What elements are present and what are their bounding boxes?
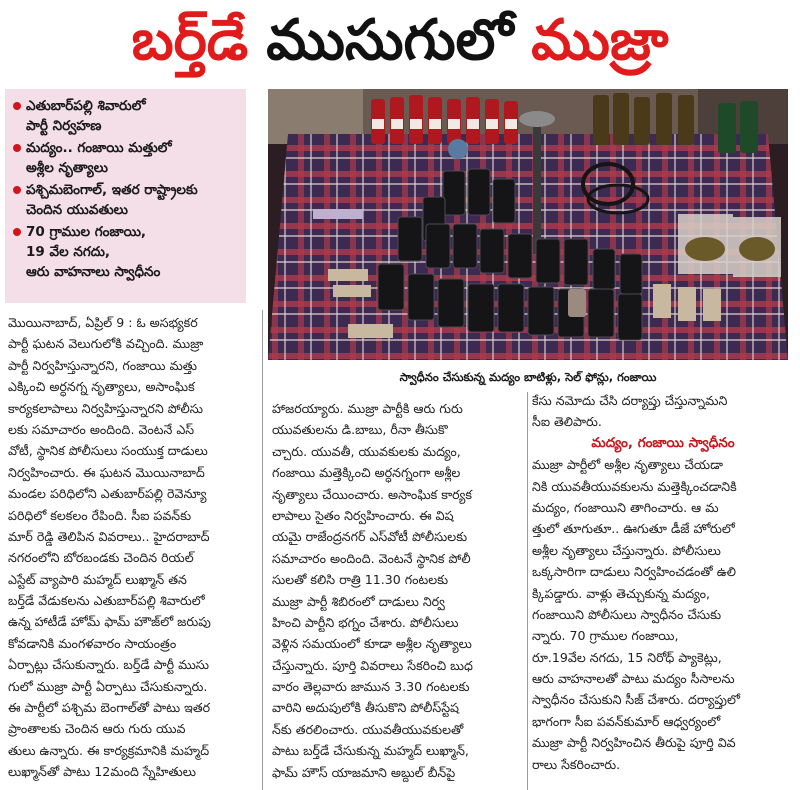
article-line: పాటు బర్త్‌డే చేసుకున్న మహ్మద్ లుఖ్మాన్, — [272, 743, 469, 759]
article-line: భాగంగా సీఐ పవన్‌కుమార్ ఆధ్వర్యంలో — [532, 713, 721, 729]
article-line: మండల పరిధిలోని ఎతుబార్‌పల్లి రెవెన్యూ — [8, 486, 207, 502]
article-line: గులో ముజ్రా పార్టీ ఏర్పాటు చేసుకున్నారు. — [8, 678, 208, 694]
article-line: లకు సమాచారం అందింది. వెంటనే ఎస్‌ — [8, 421, 195, 437]
article-line: ఉన్న హాటీడే హోమ్ ఫామ్ హౌజ్‌లో జరుపు — [8, 614, 211, 630]
highlight-line: ఎతుబార్‌పల్లి శివారులో — [26, 98, 146, 114]
seized-items-photo — [268, 89, 788, 360]
article-line: కార్యకలాపాలు నిర్వహిస్తున్నారని పోలీసు — [8, 400, 203, 416]
bullet-dot-icon — [13, 228, 21, 236]
highlight-line: మద్యం.. గంజాయి మత్తులో — [26, 140, 172, 156]
article-line: రాలు సేకరించారు. — [532, 756, 621, 772]
article-line: నృత్యాలు చేయించారు. అసాంఘిక కార్యక — [272, 486, 472, 502]
article-line: పార్టీ నిర్వహిస్తున్నారని, గంజాయి మత్తు — [8, 357, 197, 373]
section-subheading: మద్యం, గంజాయి స్వాధీనం — [591, 434, 735, 451]
article-line: మార్ రెడ్డి తెలిపిన వివరాలు.. హైదరాబాద్‌ — [8, 528, 210, 544]
article-line: ఎక్కించి అర్ధనగ్న నృత్యాలు, అసాంఘిక — [8, 379, 195, 395]
article-line: హాజరయ్యారు. ముజ్రా పార్టీకి ఆరు గురు — [272, 401, 463, 416]
article-line: యమై రాజేంద్రనగర్ ఎస్‌వోటీ పోలీసులకు — [272, 529, 468, 545]
highlight-line: 19 వేల నగదు, — [26, 244, 111, 260]
highlight-line: అశ్లీల నృత్యాలు — [26, 160, 108, 176]
article-line: నిర్వహించారు. ఈ ఘటన మొయినాబాద్‌ — [8, 464, 205, 480]
article-line: గంజాయిని పోలీసులు స్వాధీనం చేసుకు — [532, 606, 722, 622]
article-line: కోవడానికి మంగళవారం సాయంత్రం — [8, 635, 177, 651]
article-line: మొయినాబాద్, ఏప్రిల్ 9 : ఓ అసభ్యకర — [8, 315, 198, 330]
article-line: ఒక్కసారిగా దాడులు నిర్వహించడంతో ఉలి — [532, 564, 736, 580]
article-line: నగరంలోని బోరబండకు చెందిన రియల్‌ — [8, 550, 194, 566]
article-line: యువతులను డి.బాబు, రీనా తీసుకొ — [272, 422, 448, 438]
highlight-line: చెందిన యువతులు — [26, 202, 128, 218]
article-line: ప్రాంతాలకు చెందిన ఆరు గురు యువ — [8, 721, 186, 737]
seized-items-illustration — [268, 89, 788, 360]
article-line: వోటీ, స్థానిక పోలీసులు సంయుక్త దాడులు — [8, 443, 208, 459]
article-line: పార్టీ ఘటన వెలుగులోకి వచ్చింది. ముజ్రా — [8, 336, 204, 352]
article-line: హించి పార్టీని భగ్నం చేశారు. పోలీసులు — [272, 614, 459, 630]
article-line: అశ్లీల నృత్యాలు చేస్తున్నారు. పోలీసులు — [532, 542, 721, 558]
article-line: రూ.19వేల నగదు, 15 నిరోధ్ ప్యాకెట్లు, — [532, 649, 722, 665]
article-column-2 — [272, 398, 524, 783]
article-line: త్తులో తూగుతూ.. ఊగుతూ డీజే హోరులో — [532, 521, 735, 537]
highlight-item — [13, 96, 238, 136]
highlight-item — [13, 180, 238, 220]
bullet-dot-icon — [13, 144, 21, 152]
article-column-1 — [8, 312, 260, 783]
article-line: సీఐ తెలిపారు. — [532, 414, 602, 430]
highlight-item — [13, 222, 238, 282]
article-line: స్వాధీనం చేసుకుని సీజ్ చేశారు. దర్యాప్తులో — [532, 692, 740, 708]
photo-caption: స్వాధీనం చేసుకున్న మద్యం బాటిళ్లు, సెల్ ఫోన్లు, గంజాయి — [399, 370, 657, 384]
article-line: ఈ పార్టీలో పశ్చిమ బెంగాల్‌తో పాటు ఇతర — [8, 700, 211, 716]
article-line: ముజ్రా పార్టీలో అశ్లీల నృత్యాలు చేయడా — [532, 457, 723, 473]
article-line: ముజ్రా పార్టీ శిబిరంలో దాడులు నిర్వ — [272, 593, 445, 609]
article-line: ఆరు వాహనాలతో పాటు మద్యం సీసాలను — [532, 671, 735, 687]
headline-part-disguise: ముసుగులో — [266, 8, 514, 73]
article-line: బర్త్‌డే వేడుకలను ఎతుబార్‌పల్లి శివారులో — [8, 593, 205, 609]
article-line: సమాచారం అందింది. వెంటనే స్థానిక పోలీ — [272, 550, 471, 566]
article-line: గంజాయి మత్తెక్కించి అర్ధనగ్నంగా అశ్లీల — [272, 465, 461, 481]
article-line: క్కిపడ్డారు. వాళ్లు తెచ్చుకున్న మద్యం, — [532, 585, 710, 601]
headline-part-mujra: ముజ్రా — [531, 8, 669, 73]
highlight-item — [13, 138, 238, 178]
article-line: వెళ్లిన సమయంలో కూడా అశ్లీల నృత్యాలు — [272, 636, 472, 652]
article-line: వారం తెల్లవారు జామున 3.30 గంటలకు — [272, 679, 470, 695]
article-line: పరిధిలో కలకలం రేపింది. సీఐ పవన్‌కు — [8, 507, 192, 523]
article-line: ఫామ్ హౌస్ యాజమాని అబ్దుల్ బీన్‌పై — [272, 764, 456, 780]
headline — [0, 0, 800, 82]
article-line: కేసు నమోదు చేసి దర్యాప్తు చేస్తున్నామని — [532, 393, 728, 408]
article-line: సులతో కలిసి రాత్రి 11.30 గంటలకు — [272, 572, 449, 588]
highlight-line: ఆరు వాహనాలు స్వాధీనం — [26, 264, 161, 280]
article-line: మద్యం, గంజాయిని తాగించారు. ఆ మ — [532, 499, 719, 515]
article-line: తులు ఉన్నారు. ఈ కార్యక్రమానికి మహ్మద్‌ — [8, 742, 210, 758]
bullet-dot-icon — [13, 186, 21, 194]
article-line: వారిని అదుపులోకి తీసుకొని పోలీస్‌స్టేష — [272, 700, 460, 716]
article-line: న్నారు. 70 గ్రాముల గంజాయి, — [532, 628, 679, 644]
article-line: లుఖ్మాన్‌తో పాటు 12మంది స్నేహితులు — [8, 764, 196, 780]
article-line: లాపాలు సైతం నిర్వహించారు. ఈ విష — [272, 507, 454, 523]
article-line: న్‌కు తరలించారు. యువతీయువకులతో — [272, 721, 464, 737]
article-line: చ్చారు. యువతీ, యువకులకు మద్యం, — [272, 443, 461, 459]
headline-part-birthday: బర్త్‌డే — [131, 8, 249, 73]
article-line: ఏర్పాట్లు చేసుకున్నారు. బర్త్‌డే పార్టీ ముసు — [8, 657, 210, 673]
column-divider — [262, 310, 263, 790]
article-column-3 — [532, 390, 794, 775]
highlight-line: 70 గ్రాముల గంజాయి, — [26, 224, 147, 240]
article-line: ముజ్రా పార్టీ నిర్వహించిన తీరుపై పూర్తి వివ — [532, 735, 736, 751]
article-line: చేస్తున్నారు. పూర్తి వివరాలు సేకరించి బుధ — [272, 657, 473, 673]
article-line: నికి యువతీయువకులను మత్తెక్కించడానికి — [532, 478, 737, 494]
bullet-dot-icon — [13, 102, 21, 110]
highlights-box — [5, 89, 246, 303]
highlight-line: పార్టీ నిర్వహణ — [26, 118, 102, 134]
article-line: ఎస్టేట్ వ్యాపారి మహ్మద్ లుఖ్మాన్ తన — [8, 571, 187, 587]
highlight-line: పశ్చిమబెంగాల్, ఇతర రాష్ట్రాలకు — [26, 182, 198, 198]
column-divider — [527, 392, 528, 790]
